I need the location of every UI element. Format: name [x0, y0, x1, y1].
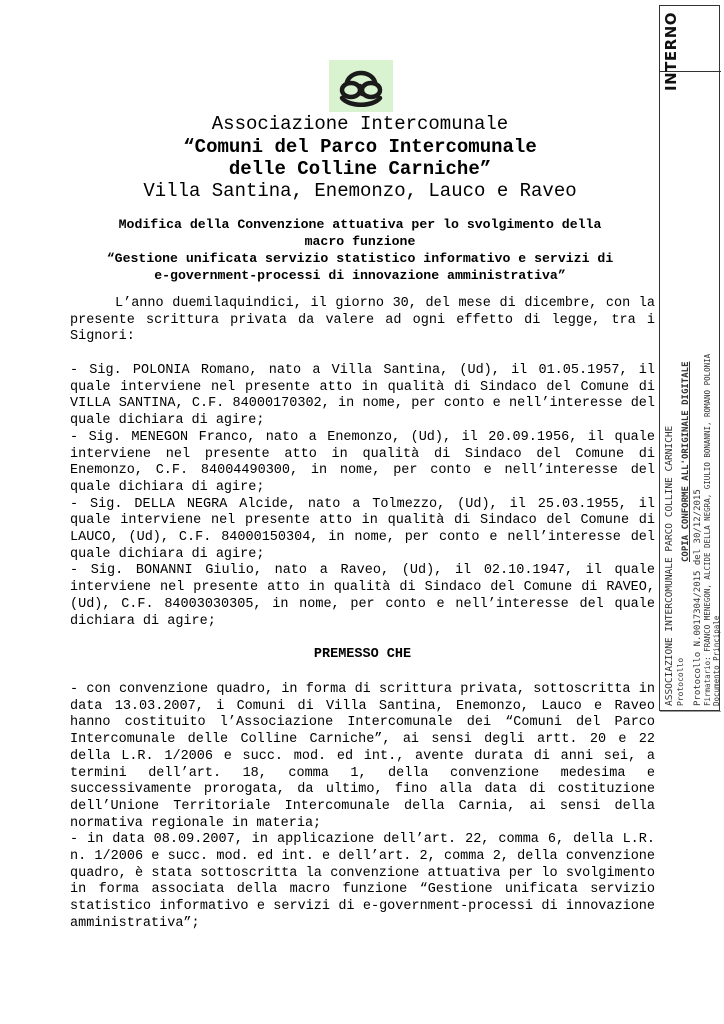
stamp-entity: ASSOCIAZIONE INTERCOMUNALE PARCO COLLINE CARNICHE [664, 425, 675, 706]
recital-entry: - in data 08.09.2007, in applicazione dell’art. 22, comma 6, della L.R. n. 1/2006 e succ. mod. ed int. e dell’art. 2, comma 2, della convenzione quadro, è stata sottoscritta la convenzione attuativa per lo svolgimento in forma associata della macro funzione “Gestione unificata servizio statistico informativo e servizi di e-government-processi di innovazione amministrativa”; [70, 832, 655, 931]
association-logo [329, 60, 393, 112]
stamp-label: INTERNO [662, 12, 680, 91]
subject-line3: “Gestione unificata servizio statistico informativo e servizi di [106, 251, 614, 266]
subject-line1: Modifica della Convenzione attuativa per lo svolgimento della [118, 217, 602, 232]
subject-line4: e-government-processi di innovazione amministrativa” [154, 268, 566, 283]
section-title: PREMESSO CHE [313, 647, 412, 662]
signer-entry: - Sig. DELLA NEGRA Alcide, nato a Tolmezzo, (Ud), il 25.03.1955, il quale interviene nel presente atto in qualità di Sindaco del Comune di LAUCO, (Ud), C.F. 84000150304, in nome, per conto e nell’interesse del quale dichiara di agire; [70, 496, 655, 562]
protocol-stamp-content [660, 6, 721, 712]
association-name-line2: delle Colline Carniche” [228, 158, 492, 180]
stamp-doc-type: Documento Principale [712, 615, 721, 706]
association-name-line1: “Comuni del Parco Intercomunale [183, 136, 537, 158]
protocol-stamp [659, 5, 720, 711]
association-heading: Associazione Intercomunale [211, 113, 509, 135]
subject-line2: macro funzione [304, 234, 416, 249]
signer-entry: - Sig. BONANNI Giulio, nato a Raveo, (Ud), il 02.10.1947, il quale interviene nel presente atto in qualità di Sindaco del Comune di RAVEO, (Ud), C.F. 84003030305, in nome, per conto e nell’interesse del quale dichiara di agire; [70, 563, 655, 629]
signer-entry: - Sig. MENEGON Franco, nato a Enemonzo, (Ud), il 20.09.1956, il quale interviene nel presente atto in qualità di Sindaco del Comune di Enemonzo, C.F. 84004490300, in nome, per conto e nell’interesse del quale dichiara di agire; [70, 429, 655, 495]
stamp-copy-notice: COPIA CONFORME ALL'ORIGINALE DIGITALE [681, 361, 691, 562]
recitals-list [70, 682, 655, 933]
signers-list [70, 363, 655, 630]
stamp-protocol-number: Protocollo N.0017304/2015 del 30/12/2015 [693, 489, 703, 706]
signer-entry: - Sig. POLONIA Romano, nato a Villa Santina, (Ud), il 01.05.1957, il quale interviene nel presente atto in qualità di Sindaco del Comune di VILLA SANTINA, C.F. 84000170302, in nome, per conto e nell’interesse del quale dichiara di agire; [70, 363, 655, 429]
association-name [60, 136, 660, 180]
document-subject [60, 216, 660, 284]
recital-entry: - con convenzione quadro, in forma di scrittura privata, sottoscritta in data 13.03.2007, i Comuni di Villa Santina, Enemonzo, Lauco e Raveo hanno costituito l’Associazione Intercomunale dei “Comuni del Parco Intercomunale delle Colline Carniche”, ai sensi degli artt. 20 e 22 della L.R. 1/2006 e succ. mod. ed int., avente durata di anni sei, a termini dell’art. 18, comma 1, della convenzione medesima e successivamente prorogata, da ultimo, fino alla data di costituzione dell’Unione Territoriale Intercomunale della Carnia, ai sensi della normativa regionale in materia; [70, 682, 655, 831]
stamp-signers: Firmatario: FRANCO MENEGON, ALCIDE DELLA NEGRA, GIULIO BONANNI, ROMANO POLONIA [703, 353, 712, 706]
stamp-register: Protocollo [676, 657, 685, 706]
intro-paragraph: L’anno duemilaquindici, il giorno 30, del mese di dicembre, con la presente scrittura privata da valere ad ogni effetto di legge, tra i Signori: [70, 296, 655, 345]
member-towns: Villa Santina, Enemonzo, Lauco e Raveo [143, 180, 577, 202]
logo-emblem-icon [329, 60, 393, 112]
